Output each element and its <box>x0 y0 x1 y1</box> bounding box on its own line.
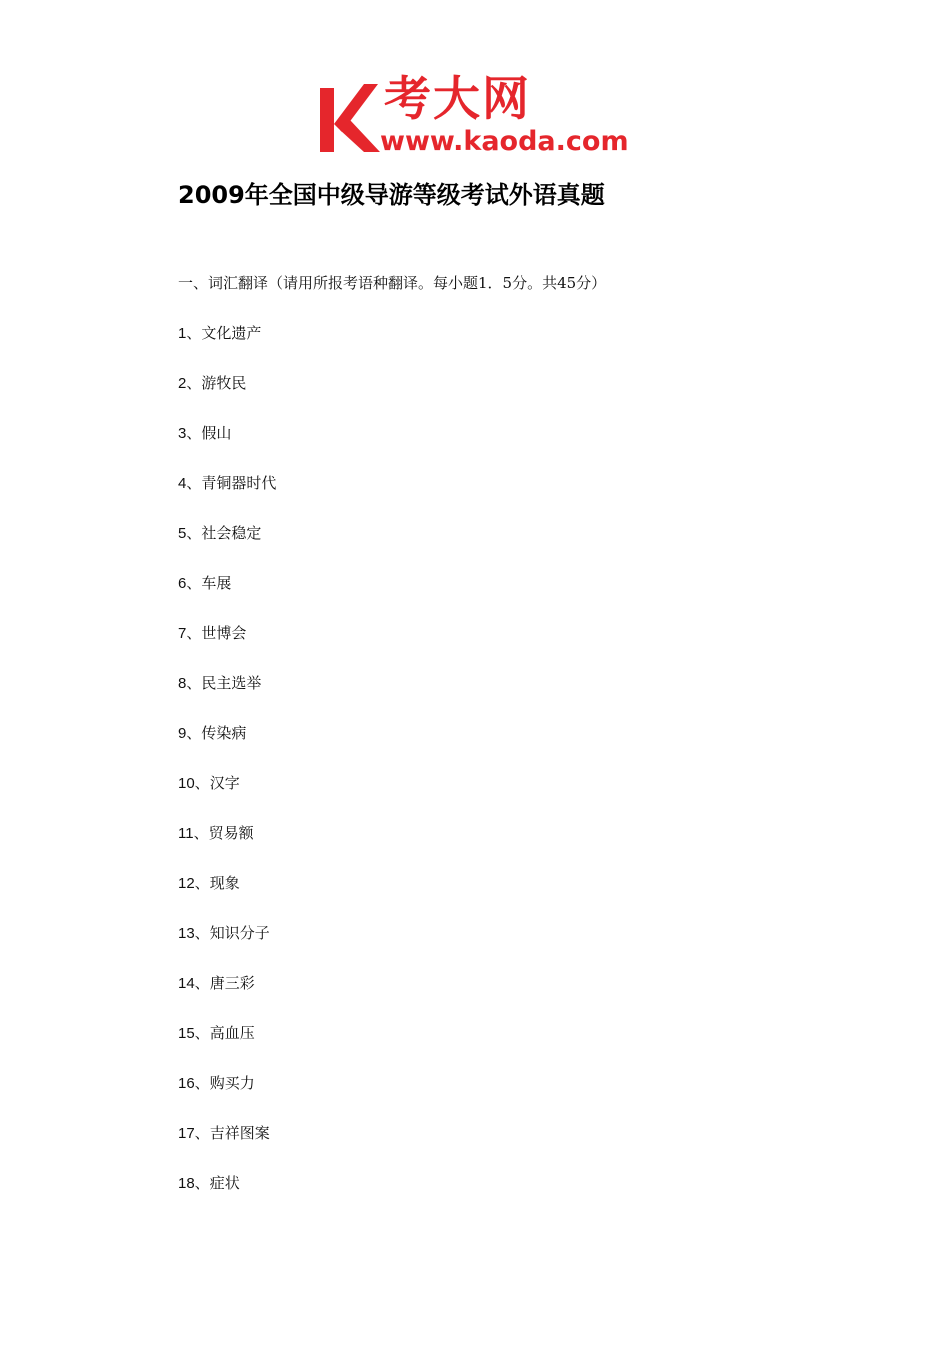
item-text: 游牧民 <box>201 374 247 392</box>
item-number: 4、 <box>178 475 202 492</box>
item-number: 10、 <box>178 775 210 792</box>
list-item <box>178 371 276 421</box>
vocabulary-list <box>178 321 276 1221</box>
list-item <box>178 471 276 521</box>
list-item <box>178 421 276 471</box>
list-item <box>178 921 276 971</box>
list-item <box>178 321 276 371</box>
item-text: 汉字 <box>209 774 240 792</box>
list-item <box>178 1171 276 1221</box>
item-text: 唐三彩 <box>209 974 255 992</box>
item-number: 16、 <box>178 1075 210 1092</box>
section-heading: 一、词汇翻译（请用所报考语种翻译。每小题1．5分。共45分） <box>178 274 607 292</box>
item-number: 5、 <box>178 525 202 542</box>
item-number: 17、 <box>178 1125 210 1142</box>
item-text: 车展 <box>201 574 232 592</box>
list-item <box>178 871 276 921</box>
item-number: 9、 <box>178 725 202 742</box>
document-title: 2009年全国中级导游等级考试外语真题 <box>178 181 605 209</box>
item-text: 青铜器时代 <box>201 474 277 492</box>
list-item <box>178 521 276 571</box>
item-text: 社会稳定 <box>201 524 262 542</box>
item-number: 7、 <box>178 625 202 642</box>
item-number: 14、 <box>178 975 210 992</box>
item-number: 12、 <box>178 875 210 892</box>
list-item <box>178 1121 276 1171</box>
item-number: 8、 <box>178 675 202 692</box>
item-text: 文化遗产 <box>201 324 262 342</box>
list-item <box>178 971 276 1021</box>
item-number: 18、 <box>178 1175 210 1192</box>
item-text: 假山 <box>201 424 232 442</box>
item-text: 知识分子 <box>209 924 270 942</box>
item-text: 现象 <box>209 874 240 892</box>
logo-k-mark-icon <box>318 80 388 154</box>
item-number: 11、 <box>178 825 209 842</box>
item-number: 6、 <box>178 575 202 592</box>
item-text: 世博会 <box>201 624 247 642</box>
list-item <box>178 571 276 621</box>
item-text: 高血压 <box>209 1024 255 1042</box>
list-item <box>178 821 276 871</box>
item-text: 购买力 <box>209 1074 255 1092</box>
logo-url: www.kaoda.com <box>380 126 629 157</box>
item-number: 3、 <box>178 425 202 442</box>
list-item <box>178 721 276 771</box>
list-item <box>178 671 276 721</box>
item-number: 15、 <box>178 1025 210 1042</box>
item-text: 传染病 <box>201 724 247 742</box>
list-item <box>178 1021 276 1071</box>
item-text: 吉祥图案 <box>209 1124 270 1142</box>
item-number: 13、 <box>178 925 210 942</box>
list-item <box>178 771 276 821</box>
kaoda-logo <box>318 74 640 160</box>
item-number: 2、 <box>178 375 202 392</box>
item-text: 症状 <box>209 1174 240 1192</box>
list-item <box>178 621 276 671</box>
item-text: 民主选举 <box>201 674 262 692</box>
item-number: 1、 <box>178 325 202 342</box>
item-text: 贸易额 <box>208 824 254 842</box>
list-item <box>178 1071 276 1121</box>
logo-name: 考大网 <box>384 72 531 127</box>
